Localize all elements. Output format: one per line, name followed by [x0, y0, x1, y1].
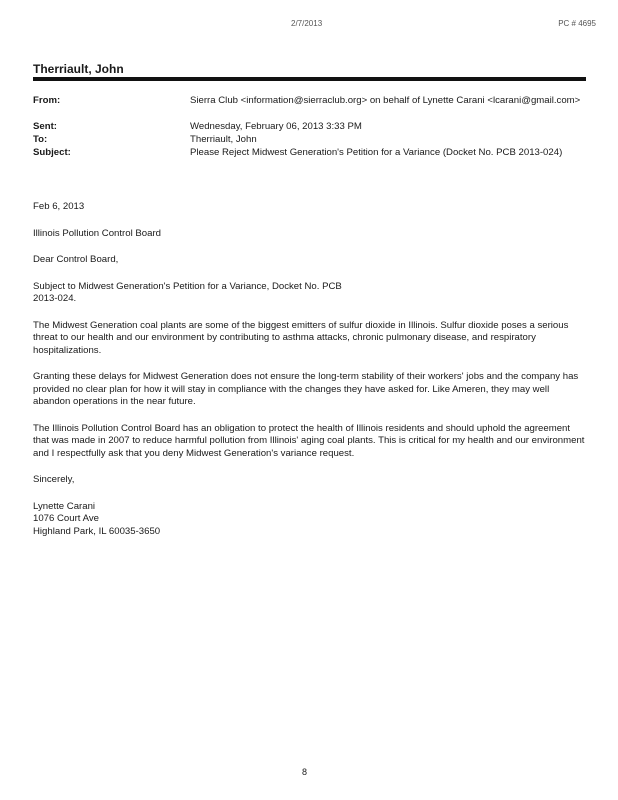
- letter-body: [33, 201, 588, 538]
- subject-label: Subject:: [33, 147, 71, 158]
- to-label: To:: [33, 134, 48, 145]
- signature-name: Lynette Carani: [33, 500, 96, 512]
- letter-greeting: Dear Control Board,: [33, 254, 119, 265]
- letter-recipient: Illinois Pollution Control Board: [33, 227, 161, 239]
- letter-paragraph-1: The Midwest Generation coal plants are some of the biggest emitters of sulfur dioxide in Illinois. Sulfur dioxide poses a serious threat to our health and our environment by contributing to asthma attacks, chronic pulmonary disease, and respiratory hospitalizations.: [33, 319, 569, 356]
- letter-closing: Sincerely,: [33, 474, 75, 485]
- signature-city: Highland Park, IL 60035-3650: [33, 525, 161, 537]
- to-value: Therriault, John: [190, 134, 257, 145]
- signature-street: 1076 Court Ave: [33, 513, 99, 524]
- header-divider: [33, 77, 586, 81]
- letter-subject-line: Subject to Midwest Generation's Petition for a Variance, Docket No. PCB 2013-024.: [33, 280, 342, 304]
- sent-value: Wednesday, February 06, 2013 3:33 PM: [190, 121, 362, 132]
- email-header-block: [33, 95, 593, 160]
- to-row: [33, 134, 593, 147]
- subject-value: Please Reject Midwest Generation's Petition for a Variance (Docket No. PCB 2013-024): [190, 147, 563, 158]
- letter-paragraph-2: Granting these delays for Midwest Generation does not ensure the long-term stability of their workers' jobs and the company has provided no clear plan for how it will stay in compliance with the changes they have asked for. Like Ameren, they may well abandon operations in the near future.: [33, 371, 579, 407]
- subject-row: [33, 147, 593, 160]
- from-value: Sierra Club <information@sierraclub.org> on behalf of Lynette Carani <lcarani@gmail.com>: [190, 95, 581, 106]
- sent-label: Sent:: [33, 121, 57, 132]
- header-pc-number: PC # 4695: [558, 19, 596, 28]
- letter-date: Feb 6, 2013: [33, 201, 85, 212]
- header-date: 2/7/2013: [291, 19, 323, 28]
- from-label: From:: [33, 95, 61, 106]
- sent-row: [33, 121, 593, 134]
- letter-paragraph-3: The Illinois Pollution Control Board has an obligation to protect the health of Illinois residents and should uphold the agreement that was made in 2007 to reduce harmful pollution from Illinois' aging coal plants. This is critical for my health and our environment and I respectfully ask that you deny Midwest Generation's variance request.: [33, 422, 585, 459]
- page-number: 8: [302, 767, 308, 777]
- sender-name: Therriault, John: [33, 62, 124, 76]
- from-row: [33, 95, 593, 121]
